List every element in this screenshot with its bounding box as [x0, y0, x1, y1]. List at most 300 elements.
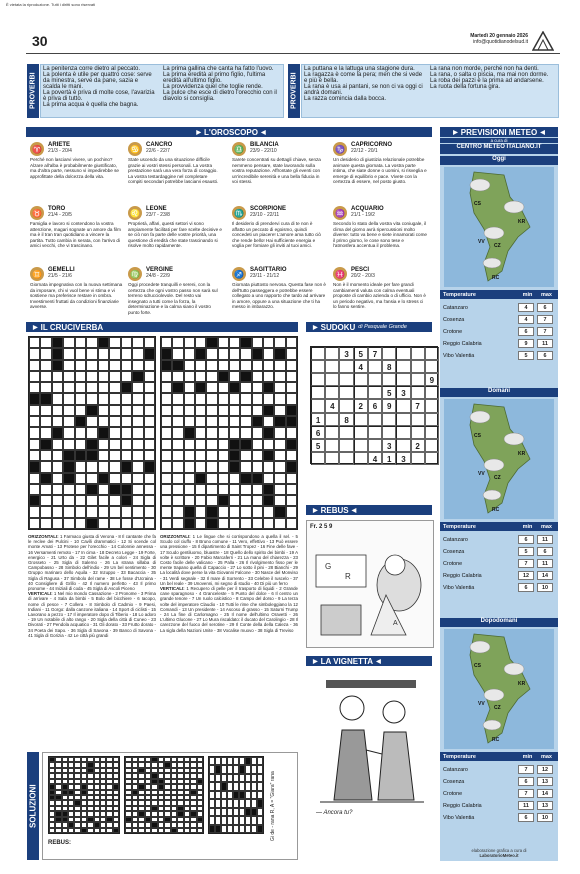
crossword-cell[interactable] — [184, 360, 195, 371]
crossword-cell[interactable] — [240, 518, 251, 529]
crossword-cell[interactable] — [286, 382, 297, 393]
crossword-cell[interactable] — [195, 360, 206, 371]
sudoku-cell[interactable]: 3 — [396, 386, 410, 399]
crossword-cell[interactable] — [274, 382, 285, 393]
crossword-cell[interactable] — [206, 416, 217, 427]
crossword-cell[interactable] — [218, 393, 229, 404]
crossword-cell[interactable] — [109, 360, 120, 371]
crossword-cell[interactable] — [75, 506, 86, 517]
crossword-cell[interactable] — [40, 495, 51, 506]
sudoku-cell[interactable]: 2 — [354, 399, 368, 412]
crossword-cell[interactable] — [218, 461, 229, 472]
sudoku-cell[interactable] — [368, 373, 382, 386]
sudoku-cell[interactable]: 6 — [368, 399, 382, 412]
crossword-cell[interactable] — [29, 484, 40, 495]
crossword-cell[interactable] — [252, 427, 263, 438]
crossword-cell[interactable] — [274, 405, 285, 416]
crossword-cell[interactable] — [109, 495, 120, 506]
crossword-cell[interactable] — [98, 371, 109, 382]
crossword-cell[interactable] — [172, 506, 183, 517]
crossword-cell[interactable] — [240, 348, 251, 359]
crossword-cell[interactable] — [144, 337, 155, 348]
crossword-cell[interactable] — [86, 461, 97, 472]
crossword-cell[interactable] — [29, 337, 40, 348]
crossword-cell[interactable] — [218, 360, 229, 371]
crossword-cell[interactable] — [161, 518, 172, 529]
crossword-cell[interactable] — [218, 484, 229, 495]
crossword-cell[interactable] — [229, 360, 240, 371]
crossword-cell[interactable] — [218, 506, 229, 517]
sudoku-cell[interactable] — [396, 439, 410, 452]
crossword-cell[interactable] — [121, 393, 132, 404]
crossword-cell[interactable] — [132, 484, 143, 495]
crossword-cell[interactable] — [75, 484, 86, 495]
crossword-cell[interactable] — [229, 473, 240, 484]
crossword-cell[interactable] — [252, 360, 263, 371]
crossword-cell[interactable] — [52, 450, 63, 461]
crossword-cell[interactable] — [75, 473, 86, 484]
crossword-cell[interactable] — [121, 473, 132, 484]
crossword-cell[interactable] — [52, 506, 63, 517]
crossword-cell[interactable] — [172, 450, 183, 461]
crossword-cell[interactable] — [86, 348, 97, 359]
crossword-cell[interactable] — [206, 393, 217, 404]
crossword-cell[interactable] — [40, 416, 51, 427]
crossword-cell[interactable] — [40, 348, 51, 359]
crossword-cell[interactable] — [286, 473, 297, 484]
crossword-cell[interactable] — [195, 405, 206, 416]
sudoku-cell[interactable] — [425, 426, 439, 439]
crossword-cell[interactable] — [172, 427, 183, 438]
crossword-cell[interactable] — [86, 427, 97, 438]
crossword-cell[interactable] — [52, 461, 63, 472]
sudoku-cell[interactable]: 8 — [339, 413, 353, 426]
crossword-cell[interactable] — [274, 473, 285, 484]
crossword-cell[interactable] — [240, 495, 251, 506]
crossword-cell[interactable] — [161, 473, 172, 484]
crossword-cell[interactable] — [240, 382, 251, 393]
crossword-cell[interactable] — [75, 518, 86, 529]
sudoku-cell[interactable] — [382, 413, 396, 426]
crossword-cell[interactable] — [144, 495, 155, 506]
crossword-cell[interactable] — [121, 337, 132, 348]
crossword-cell[interactable] — [86, 360, 97, 371]
sudoku-grid[interactable] — [310, 346, 438, 464]
crossword-cell[interactable] — [40, 506, 51, 517]
crossword-cell[interactable] — [132, 518, 143, 529]
crossword-cell[interactable] — [195, 427, 206, 438]
crossword-cell[interactable] — [218, 348, 229, 359]
sudoku-cell[interactable] — [339, 373, 353, 386]
crossword-cell[interactable] — [240, 484, 251, 495]
crossword-cell[interactable] — [229, 518, 240, 529]
crossword-cell[interactable] — [252, 371, 263, 382]
crossword-cell[interactable] — [195, 450, 206, 461]
crossword-cell[interactable] — [75, 360, 86, 371]
crossword-cell[interactable] — [121, 348, 132, 359]
sudoku-cell[interactable] — [311, 399, 325, 412]
crossword-grid-b[interactable] — [160, 336, 298, 530]
crossword-cell[interactable] — [184, 473, 195, 484]
crossword-cell[interactable] — [161, 450, 172, 461]
crossword-cell[interactable] — [75, 495, 86, 506]
crossword-cell[interactable] — [195, 495, 206, 506]
crossword-cell[interactable] — [274, 393, 285, 404]
crossword-cell[interactable] — [132, 416, 143, 427]
crossword-cell[interactable] — [75, 439, 86, 450]
crossword-cell[interactable] — [132, 360, 143, 371]
crossword-cell[interactable] — [252, 382, 263, 393]
sudoku-cell[interactable] — [325, 386, 339, 399]
sudoku-cell[interactable] — [354, 373, 368, 386]
crossword-cell[interactable] — [263, 416, 274, 427]
crossword-cell[interactable] — [98, 439, 109, 450]
crossword-cell[interactable] — [132, 337, 143, 348]
sudoku-cell[interactable] — [325, 360, 339, 373]
crossword-cell[interactable] — [172, 337, 183, 348]
crossword-cell[interactable] — [40, 337, 51, 348]
crossword-cell[interactable] — [161, 461, 172, 472]
sudoku-cell[interactable]: 4 — [354, 360, 368, 373]
sudoku-cell[interactable]: 4 — [368, 452, 382, 465]
crossword-cell[interactable] — [144, 439, 155, 450]
crossword-cell[interactable] — [184, 495, 195, 506]
crossword-cell[interactable] — [172, 393, 183, 404]
crossword-cell[interactable] — [29, 439, 40, 450]
crossword-cell[interactable] — [109, 393, 120, 404]
crossword-cell[interactable] — [52, 518, 63, 529]
crossword-cell[interactable] — [274, 360, 285, 371]
crossword-cell[interactable] — [109, 337, 120, 348]
crossword-cell[interactable] — [206, 348, 217, 359]
crossword-cell[interactable] — [218, 473, 229, 484]
crossword-cell[interactable] — [184, 393, 195, 404]
crossword-cell[interactable] — [63, 484, 74, 495]
sudoku-cell[interactable] — [425, 413, 439, 426]
crossword-cell[interactable] — [240, 405, 251, 416]
crossword-cell[interactable] — [63, 382, 74, 393]
crossword-cell[interactable] — [63, 427, 74, 438]
crossword-cell[interactable] — [286, 495, 297, 506]
sudoku-cell[interactable]: 9 — [425, 373, 439, 386]
crossword-cell[interactable] — [29, 427, 40, 438]
sudoku-cell[interactable] — [325, 373, 339, 386]
crossword-cell[interactable] — [29, 371, 40, 382]
crossword-cell[interactable] — [252, 337, 263, 348]
crossword-cell[interactable] — [29, 405, 40, 416]
crossword-cell[interactable] — [63, 348, 74, 359]
sudoku-cell[interactable] — [425, 399, 439, 412]
crossword-cell[interactable] — [98, 484, 109, 495]
sudoku-cell[interactable] — [411, 347, 425, 360]
sudoku-cell[interactable] — [354, 426, 368, 439]
crossword-cell[interactable] — [218, 337, 229, 348]
crossword-cell[interactable] — [121, 439, 132, 450]
crossword-cell[interactable] — [132, 405, 143, 416]
crossword-cell[interactable] — [98, 348, 109, 359]
sudoku-cell[interactable] — [325, 347, 339, 360]
sudoku-cell[interactable] — [339, 439, 353, 452]
crossword-cell[interactable] — [274, 337, 285, 348]
sudoku-cell[interactable] — [354, 386, 368, 399]
crossword-cell[interactable] — [206, 360, 217, 371]
crossword-cell[interactable] — [52, 371, 63, 382]
crossword-cell[interactable] — [195, 416, 206, 427]
crossword-cell[interactable] — [144, 393, 155, 404]
crossword-cell[interactable] — [40, 450, 51, 461]
sudoku-cell[interactable] — [425, 386, 439, 399]
crossword-cell[interactable] — [263, 360, 274, 371]
sudoku-cell[interactable] — [368, 413, 382, 426]
crossword-cell[interactable] — [263, 461, 274, 472]
crossword-cell[interactable] — [218, 439, 229, 450]
crossword-cell[interactable] — [109, 348, 120, 359]
crossword-cell[interactable] — [286, 484, 297, 495]
crossword-cell[interactable] — [75, 393, 86, 404]
crossword-cell[interactable] — [40, 382, 51, 393]
crossword-cell[interactable] — [161, 427, 172, 438]
crossword-cell[interactable] — [172, 518, 183, 529]
crossword-cell[interactable] — [40, 518, 51, 529]
crossword-cell[interactable] — [63, 393, 74, 404]
crossword-cell[interactable] — [195, 506, 206, 517]
sudoku-cell[interactable] — [411, 452, 425, 465]
sudoku-cell[interactable] — [411, 426, 425, 439]
crossword-cell[interactable] — [132, 450, 143, 461]
sudoku-cell[interactable]: 5 — [311, 439, 325, 452]
crossword-cell[interactable] — [109, 405, 120, 416]
crossword-cell[interactable] — [86, 473, 97, 484]
crossword-cell[interactable] — [144, 450, 155, 461]
crossword-cell[interactable] — [75, 337, 86, 348]
sudoku-cell[interactable] — [368, 360, 382, 373]
crossword-cell[interactable] — [229, 484, 240, 495]
crossword-cell[interactable] — [63, 416, 74, 427]
crossword-cell[interactable] — [172, 371, 183, 382]
crossword-cell[interactable] — [274, 495, 285, 506]
crossword-cell[interactable] — [98, 416, 109, 427]
crossword-cell[interactable] — [274, 450, 285, 461]
crossword-cell[interactable] — [240, 461, 251, 472]
crossword-cell[interactable] — [252, 405, 263, 416]
crossword-cell[interactable] — [229, 371, 240, 382]
crossword-cell[interactable] — [161, 416, 172, 427]
crossword-cell[interactable] — [121, 518, 132, 529]
meteo-source-b[interactable]: CENTRO METEO ITALIANO.IT — [440, 144, 558, 154]
crossword-cell[interactable] — [286, 427, 297, 438]
crossword-cell[interactable] — [229, 416, 240, 427]
crossword-cell[interactable] — [63, 439, 74, 450]
crossword-cell[interactable] — [29, 473, 40, 484]
crossword-cell[interactable] — [132, 473, 143, 484]
crossword-cell[interactable] — [218, 416, 229, 427]
crossword-cell[interactable] — [121, 416, 132, 427]
crossword-cell[interactable] — [63, 506, 74, 517]
crossword-cell[interactable] — [252, 518, 263, 529]
crossword-cell[interactable] — [98, 495, 109, 506]
crossword-cell[interactable] — [274, 439, 285, 450]
crossword-cell[interactable] — [172, 484, 183, 495]
crossword-cell[interactable] — [29, 416, 40, 427]
crossword-cell[interactable] — [206, 371, 217, 382]
sudoku-cell[interactable]: 7 — [368, 347, 382, 360]
crossword-cell[interactable] — [109, 450, 120, 461]
crossword-cell[interactable] — [98, 450, 109, 461]
crossword-cell[interactable] — [184, 405, 195, 416]
crossword-cell[interactable] — [195, 461, 206, 472]
sudoku-cell[interactable] — [396, 413, 410, 426]
crossword-cell[interactable] — [184, 337, 195, 348]
sudoku-cell[interactable] — [339, 426, 353, 439]
crossword-cell[interactable] — [240, 450, 251, 461]
sudoku-cell[interactable] — [354, 452, 368, 465]
sudoku-cell[interactable]: 6 — [311, 426, 325, 439]
crossword-cell[interactable] — [263, 518, 274, 529]
crossword-cell[interactable] — [63, 371, 74, 382]
crossword-cell[interactable] — [206, 427, 217, 438]
crossword-cell[interactable] — [218, 382, 229, 393]
crossword-cell[interactable] — [75, 382, 86, 393]
crossword-cell[interactable] — [29, 506, 40, 517]
crossword-cell[interactable] — [98, 382, 109, 393]
sudoku-cell[interactable] — [311, 360, 325, 373]
crossword-cell[interactable] — [40, 405, 51, 416]
sudoku-cell[interactable] — [425, 452, 439, 465]
sudoku-cell[interactable]: 3 — [382, 439, 396, 452]
crossword-cell[interactable] — [263, 348, 274, 359]
crossword-cell[interactable] — [109, 518, 120, 529]
crossword-cell[interactable] — [252, 506, 263, 517]
sudoku-cell[interactable] — [339, 360, 353, 373]
crossword-cell[interactable] — [109, 439, 120, 450]
sudoku-cell[interactable] — [396, 360, 410, 373]
sudoku-cell[interactable] — [311, 373, 325, 386]
crossword-cell[interactable] — [172, 416, 183, 427]
crossword-cell[interactable] — [86, 416, 97, 427]
crossword-cell[interactable] — [274, 427, 285, 438]
sudoku-cell[interactable] — [339, 452, 353, 465]
crossword-cell[interactable] — [52, 495, 63, 506]
crossword-cell[interactable] — [63, 405, 74, 416]
crossword-cell[interactable] — [63, 495, 74, 506]
crossword-cell[interactable] — [75, 371, 86, 382]
crossword-cell[interactable] — [144, 506, 155, 517]
crossword-cell[interactable] — [75, 405, 86, 416]
crossword-cell[interactable] — [40, 427, 51, 438]
crossword-cell[interactable] — [52, 382, 63, 393]
crossword-cell[interactable] — [121, 427, 132, 438]
crossword-cell[interactable] — [161, 382, 172, 393]
sudoku-cell[interactable] — [396, 347, 410, 360]
crossword-cell[interactable] — [63, 518, 74, 529]
crossword-cell[interactable] — [252, 495, 263, 506]
crossword-cell[interactable] — [109, 427, 120, 438]
crossword-cell[interactable] — [184, 450, 195, 461]
sudoku-cell[interactable] — [325, 426, 339, 439]
crossword-cell[interactable] — [229, 506, 240, 517]
crossword-cell[interactable] — [86, 495, 97, 506]
sudoku-cell[interactable]: 2 — [411, 439, 425, 452]
crossword-cell[interactable] — [86, 337, 97, 348]
sudoku-cell[interactable] — [382, 347, 396, 360]
crossword-cell[interactable] — [263, 393, 274, 404]
crossword-cell[interactable] — [132, 348, 143, 359]
crossword-cell[interactable] — [286, 371, 297, 382]
crossword-cell[interactable] — [184, 382, 195, 393]
crossword-cell[interactable] — [132, 506, 143, 517]
sudoku-cell[interactable] — [411, 373, 425, 386]
crossword-cell[interactable] — [29, 360, 40, 371]
crossword-cell[interactable] — [184, 484, 195, 495]
crossword-cell[interactable] — [98, 405, 109, 416]
crossword-cell[interactable] — [52, 393, 63, 404]
crossword-cell[interactable] — [184, 371, 195, 382]
crossword-cell[interactable] — [161, 371, 172, 382]
crossword-cell[interactable] — [274, 484, 285, 495]
crossword-cell[interactable] — [286, 337, 297, 348]
sudoku-cell[interactable] — [311, 347, 325, 360]
crossword-cell[interactable] — [98, 518, 109, 529]
crossword-cell[interactable] — [172, 495, 183, 506]
crossword-cell[interactable] — [132, 439, 143, 450]
crossword-cell[interactable] — [40, 371, 51, 382]
crossword-cell[interactable] — [144, 360, 155, 371]
crossword-cell[interactable] — [144, 473, 155, 484]
sudoku-cell[interactable] — [382, 426, 396, 439]
crossword-cell[interactable] — [144, 518, 155, 529]
crossword-cell[interactable] — [184, 439, 195, 450]
crossword-cell[interactable] — [252, 439, 263, 450]
sudoku-cell[interactable] — [311, 386, 325, 399]
crossword-cell[interactable] — [206, 461, 217, 472]
crossword-cell[interactable] — [132, 393, 143, 404]
crossword-cell[interactable] — [240, 360, 251, 371]
crossword-cell[interactable] — [52, 473, 63, 484]
sudoku-cell[interactable] — [325, 452, 339, 465]
crossword-cell[interactable] — [240, 393, 251, 404]
sudoku-cell[interactable]: 4 — [325, 399, 339, 412]
crossword-cell[interactable] — [218, 518, 229, 529]
crossword-cell[interactable] — [184, 416, 195, 427]
crossword-cell[interactable] — [144, 427, 155, 438]
crossword-cell[interactable] — [218, 427, 229, 438]
crossword-cell[interactable] — [29, 348, 40, 359]
crossword-cell[interactable] — [40, 484, 51, 495]
crossword-cell[interactable] — [52, 405, 63, 416]
crossword-cell[interactable] — [172, 439, 183, 450]
sudoku-cell[interactable] — [396, 426, 410, 439]
crossword-cell[interactable] — [161, 484, 172, 495]
crossword-cell[interactable] — [229, 348, 240, 359]
crossword-cell[interactable] — [121, 360, 132, 371]
crossword-cell[interactable] — [218, 405, 229, 416]
crossword-cell[interactable] — [184, 461, 195, 472]
crossword-cell[interactable] — [144, 405, 155, 416]
crossword-cell[interactable] — [286, 348, 297, 359]
crossword-cell[interactable] — [252, 393, 263, 404]
sudoku-cell[interactable] — [354, 413, 368, 426]
sudoku-cell[interactable]: 8 — [382, 360, 396, 373]
crossword-cell[interactable] — [109, 506, 120, 517]
crossword-cell[interactable] — [172, 348, 183, 359]
crossword-cell[interactable] — [109, 371, 120, 382]
sudoku-cell[interactable] — [382, 373, 396, 386]
sudoku-cell[interactable]: 5 — [354, 347, 368, 360]
sudoku-cell[interactable] — [425, 360, 439, 373]
crossword-cell[interactable] — [29, 382, 40, 393]
crossword-cell[interactable] — [252, 461, 263, 472]
crossword-cell[interactable] — [121, 506, 132, 517]
